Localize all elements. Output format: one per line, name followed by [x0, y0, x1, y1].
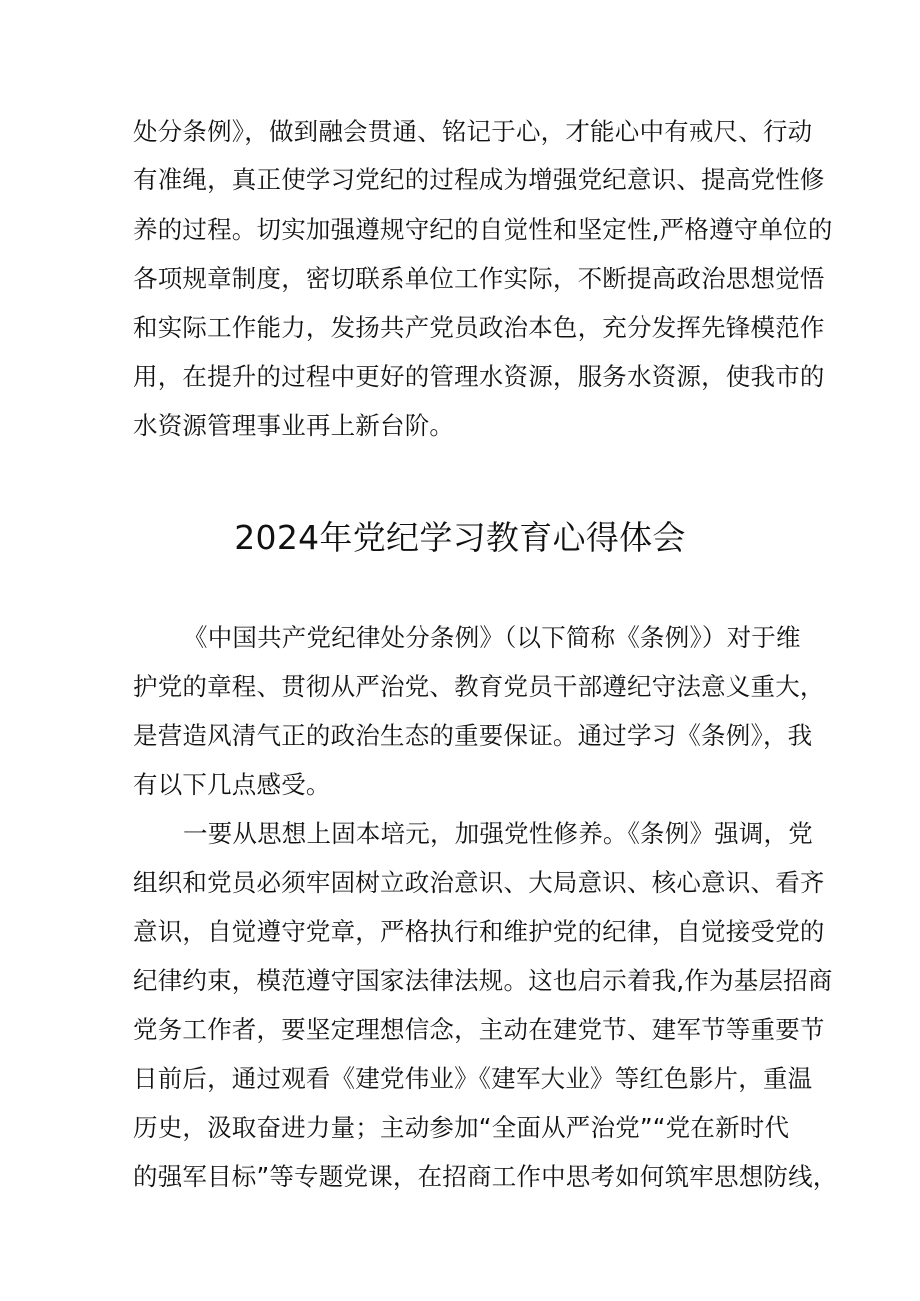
text-line: 一要从思想上固本培元，加强党性修养。《条例》强调，党	[183, 819, 813, 848]
text-line: 组织和党员必须牢固树立政治意识、大局意识、核心意识、看齐	[133, 868, 825, 897]
text-line: 有以下几点感受。	[133, 770, 331, 799]
text-line: 意识，自觉遵守党章，严格执行和维护党的纪律，自觉接受党的	[133, 917, 825, 946]
text-line: 党务工作者，要坚定理想信念，主动在建党节、建军节等重要节	[133, 1015, 825, 1044]
text-line: 纪律约束，模范遵守国家法律法规。这也启示着我,作为基层招商	[133, 966, 833, 995]
text-line: 养的过程。切实加强遵规守纪的自觉性和坚定性,严格遵守单位的	[133, 215, 833, 244]
text-line: 水资源管理事业再上新台阶。	[133, 411, 455, 440]
text-line: 各项规章制度，密切联系单位工作实际，不断提高政治思想觉悟	[133, 264, 825, 293]
text-line: 护党的章程、贯彻从严治党、教育党员干部遵纪守法意义重大，	[133, 672, 825, 701]
text-line: 历史，汲取奋进力量；主动参加“全面从严治党”“党在新时代	[133, 1113, 790, 1142]
text-line: 用，在提升的过程中更好的管理水资源，服务水资源，使我市的	[133, 362, 825, 391]
text-line: 处分条例》，做到融会贯通、铭记于心，才能心中有戒尺、行动	[133, 117, 813, 146]
article-title: 2024年党纪学习教育心得体会	[234, 518, 686, 557]
text-line: 和实际工作能力，发扬共产党员政治本色，充分发挥先锋模范作	[133, 313, 825, 342]
text-line: 是营造风清气正的政治生态的重要保证。通过学习《条例》，我	[133, 721, 813, 750]
text-line: 有准绳，真正使学习党纪的过程成为增强党纪意识、提高党性修	[133, 165, 825, 194]
text-line: 的强军目标”等专题党课，在招商工作中思考如何筑牢思想防线，	[133, 1162, 838, 1191]
text-line: 《中国共产党纪律处分条例》（以下简称《条例》）对于维	[183, 623, 801, 652]
text-line: 日前后，通过观看《建党伟业》《建军大业》等红色影片，重温	[133, 1064, 813, 1093]
